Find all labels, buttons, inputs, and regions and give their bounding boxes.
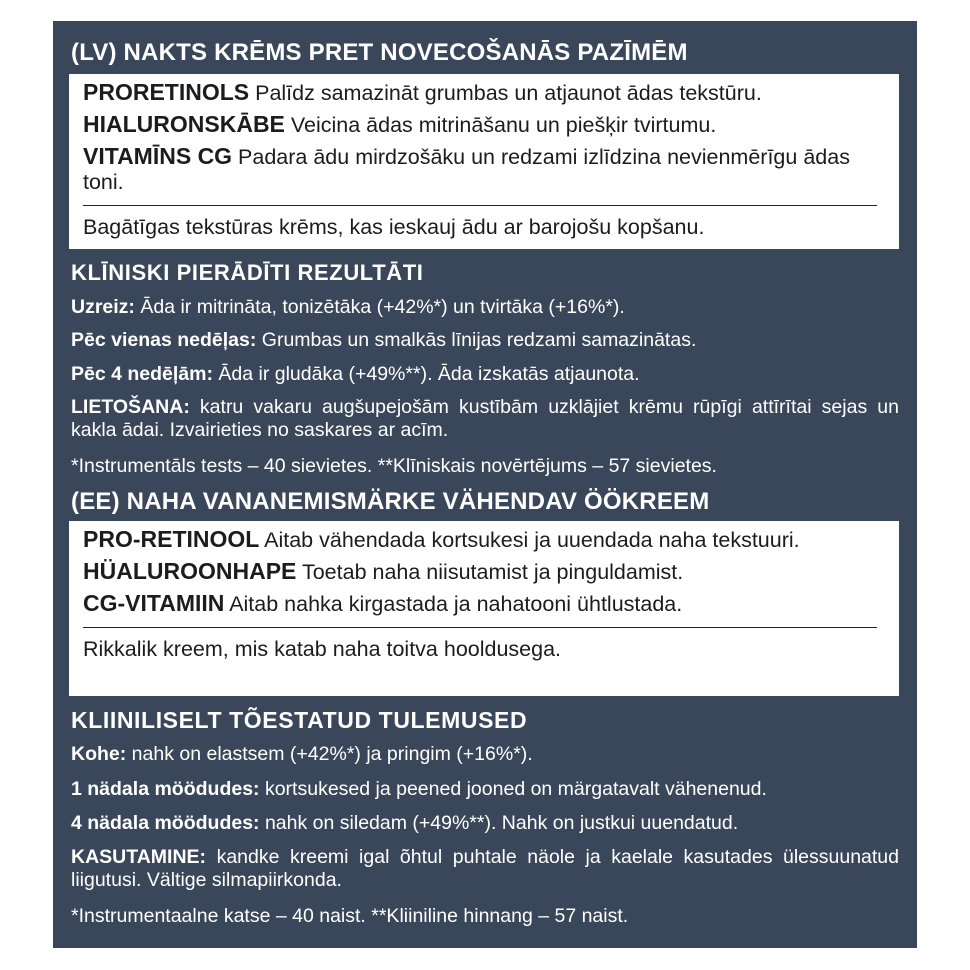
lv-divider	[83, 205, 877, 206]
lv-result-3	[71, 363, 899, 386]
lv-ingredient-name: HIALURONSKĀBE	[83, 111, 285, 137]
ee-ingredients-box	[69, 521, 899, 696]
lv-result-1	[71, 296, 899, 319]
ee-result-label: 1 nädala möödudes:	[71, 778, 260, 800]
ee-usage	[71, 846, 899, 892]
lv-ingredient-3	[83, 144, 885, 195]
ee-ingredient-text: Aitab vähendada kortsukesi ja uuendada naha tekstuuri.	[259, 528, 800, 552]
lv-usage-label: LIETOŠANA:	[71, 396, 190, 418]
ee-result-label: 4 nädala möödudes:	[71, 812, 260, 834]
lv-ingredient-name: VITAMĪNS CG	[83, 143, 233, 169]
ee-ingredient-name: CG-VITAMIIN	[83, 590, 225, 616]
ee-ingredient-3	[83, 591, 885, 617]
lv-result-label: Uzreiz:	[71, 296, 135, 318]
ee-usage-text: kandke kreemi igal õhtul puhtale näole ja kaelale kasutades ülessuunatud liigutusi. Vältige silmapiirkonda.	[71, 846, 899, 891]
lv-ingredients-box	[69, 74, 899, 249]
ee-result-label: Kohe:	[71, 743, 127, 765]
lv-result-text: Āda ir gludāka (+49%**). Āda izskatās atjaunota.	[212, 363, 640, 385]
lv-ingredient-text: Palīdz samazināt grumbas un atjaunot ādas tekstūru.	[249, 81, 762, 105]
lv-ingredient-text: Veicina ādas mitrināšanu un piešķir tvirtumu.	[284, 113, 717, 137]
ee-ingredient-1	[83, 527, 885, 553]
ee-ingredient-2	[83, 559, 885, 585]
ee-result-text: kortsukesed ja peened jooned on märgatavalt vähenenud.	[259, 778, 767, 800]
lv-ingredient-1	[83, 80, 885, 106]
ee-footnote: *Instrumentaalne katse – 40 naist. **Kliiniline hinnang – 57 naist.	[71, 905, 629, 927]
ee-result-1	[71, 743, 899, 766]
ee-results-title: KLIINILISELT TÕESTATUD TULEMUSED	[71, 707, 528, 733]
lv-ingredient-2	[83, 112, 885, 138]
lv-title: (LV) NAKTS KRĒMS PRET NOVECOŠANĀS PAZĪMĒM	[71, 39, 688, 66]
ee-ingredient-name: HÜALUROONHAPE	[83, 558, 297, 584]
ee-result-3	[71, 812, 899, 835]
lv-results-title: KLĪNISKI PIERĀDĪTI REZULTĀTI	[71, 260, 424, 285]
ee-ingredient-name: PRO-RETINOOL	[83, 526, 260, 552]
lv-result-label: Pēc 4 nedēļām:	[71, 363, 213, 385]
lv-ingredient-text: Padara ādu mirdzošāku un redzami izlīdzina nevienmērīgu ādas toni.	[83, 145, 850, 194]
ee-result-text: nahk on siledam (+49%**). Nahk on justkui uuendatud.	[259, 812, 739, 834]
lv-result-label: Pēc vienas nedēļas:	[71, 329, 257, 351]
lv-result-text: Āda ir mitrināta, tonizētāka (+42%*) un tvirtāka (+16%*).	[134, 296, 625, 318]
ee-divider	[83, 627, 877, 628]
ee-ingredient-text: Toetab naha niisutamist ja pinguldamist.	[296, 560, 684, 584]
ee-ingredient-text: Aitab nahka kirgastada ja nahatooni ühtlustada.	[224, 592, 683, 616]
ee-result-2	[71, 778, 899, 801]
lv-result-2	[71, 329, 899, 352]
ee-result-text: nahk on elastsem (+42%*) ja pringim (+16%*).	[126, 743, 533, 765]
label-panel	[53, 21, 917, 948]
lv-tagline: Bagātīgas tekstūras krēms, kas ieskauj ādu ar barojošu kopšanu.	[83, 215, 705, 239]
ee-tagline: Rikkalik kreem, mis katab naha toitva hooldusega.	[83, 637, 562, 661]
ee-usage-label: KASUTAMINE:	[71, 846, 207, 868]
lv-usage-text: katru vakaru augšupejošām kustībām uzklājiet krēmu rūpīgi attīrītai sejas un kakla ādai. Izvairieties no saskares ar acīm.	[71, 396, 899, 441]
lv-usage	[71, 396, 899, 442]
ee-title: (EE) NAHA VANANEMISMÄRKE VÄHENDAV ÖÖKREEM	[71, 488, 710, 515]
lv-ingredient-name: PRORETINOLS	[83, 79, 250, 105]
lv-footnote: *Instrumentāls tests – 40 sievietes. **Klīniskais novērtējums – 57 sievietes.	[71, 455, 717, 477]
lv-result-text: Grumbas un smalkās līnijas redzami samazinātas.	[256, 329, 697, 351]
